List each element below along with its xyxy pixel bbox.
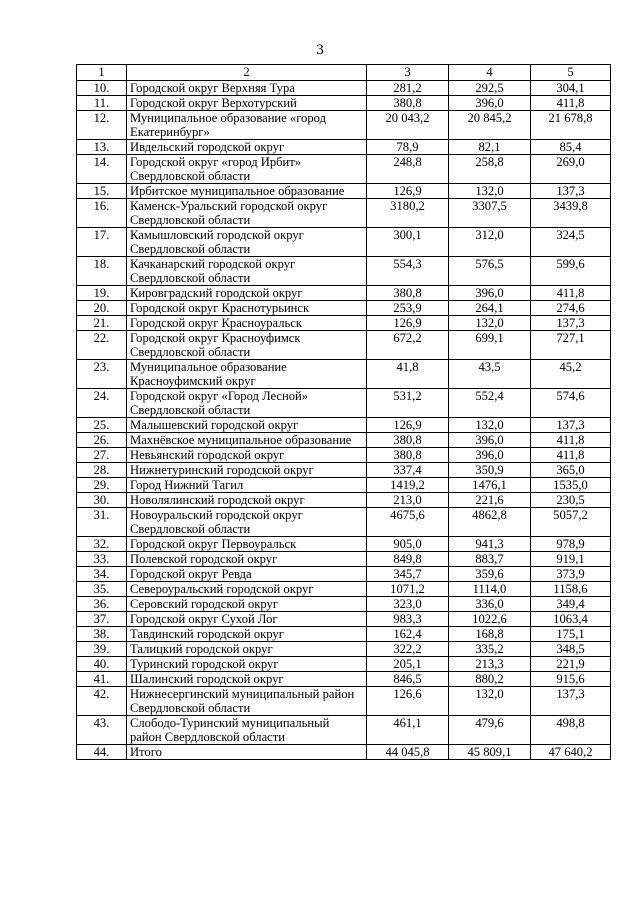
municipality-name-cell: Каменск-Уральский городской округ Свердловской области: [127, 199, 367, 228]
table-row: [77, 360, 611, 389]
table-row: [77, 228, 611, 257]
value-col3-cell: 323,0: [367, 597, 449, 612]
row-number-cell: 42.: [77, 687, 127, 716]
value-col5-cell: 269,0: [531, 155, 611, 184]
value-col5-cell: 411,8: [531, 286, 611, 301]
value-col5-cell: 3439,8: [531, 199, 611, 228]
municipality-name-cell: Городской округ Красноуральск: [127, 316, 367, 331]
table-row: [77, 199, 611, 228]
column-header-3: 3: [367, 65, 449, 81]
value-col5-cell: 230,5: [531, 493, 611, 508]
municipality-name-cell: Невьянский городской округ: [127, 448, 367, 463]
table-row: [77, 582, 611, 597]
value-col5-cell: 324,5: [531, 228, 611, 257]
value-col5-cell: 1535,0: [531, 478, 611, 493]
value-col5-cell: 137,3: [531, 418, 611, 433]
value-col3-cell: 126,9: [367, 184, 449, 199]
value-col3-cell: 126,9: [367, 316, 449, 331]
municipality-name-cell: Малышевский городской округ: [127, 418, 367, 433]
table-row: [77, 155, 611, 184]
value-col4-cell: 396,0: [449, 96, 531, 111]
municipality-name-cell: Слободо-Туринский муниципальный район Свердловской области: [127, 716, 367, 745]
table-row: [77, 111, 611, 140]
table-row: [77, 81, 611, 96]
column-header-4: 4: [449, 65, 531, 81]
municipality-name-cell: Махнёвское муниципальное образование: [127, 433, 367, 448]
row-number-cell: 12.: [77, 111, 127, 140]
municipality-name-cell: Городской округ «город Ирбит» Свердловской области: [127, 155, 367, 184]
municipality-name-cell: Североуральский городской округ: [127, 582, 367, 597]
value-col3-cell: 281,2: [367, 81, 449, 96]
value-col4-cell: 168,8: [449, 627, 531, 642]
value-col4-cell: 396,0: [449, 448, 531, 463]
municipality-name-cell: Итого: [127, 745, 367, 760]
value-col5-cell: 348,5: [531, 642, 611, 657]
table-row: [77, 657, 611, 672]
value-col4-cell: 396,0: [449, 433, 531, 448]
value-col3-cell: 1071,2: [367, 582, 449, 597]
table-row: [77, 627, 611, 642]
value-col3-cell: 531,2: [367, 389, 449, 418]
value-col3-cell: 300,1: [367, 228, 449, 257]
value-col4-cell: 1114,0: [449, 582, 531, 597]
value-col5-cell: 373,9: [531, 567, 611, 582]
value-col4-cell: 132,0: [449, 687, 531, 716]
value-col4-cell: 552,4: [449, 389, 531, 418]
municipality-name-cell: Серовский городской округ: [127, 597, 367, 612]
column-header-1: 1: [77, 65, 127, 81]
value-col4-cell: 292,5: [449, 81, 531, 96]
value-col3-cell: 380,8: [367, 433, 449, 448]
value-col3-cell: 41,8: [367, 360, 449, 389]
value-col4-cell: 880,2: [449, 672, 531, 687]
municipality-name-cell: Полевской городской округ: [127, 552, 367, 567]
table-row: [77, 433, 611, 448]
table-row: [77, 389, 611, 418]
municipality-name-cell: Городской округ Верхняя Тура: [127, 81, 367, 96]
municipality-name-cell: Городской округ Первоуральск: [127, 537, 367, 552]
table-row: [77, 642, 611, 657]
value-col5-cell: 1063,4: [531, 612, 611, 627]
column-header-2: 2: [127, 65, 367, 81]
table-row: [77, 184, 611, 199]
municipality-name-cell: Камышловский городской округ Свердловской области: [127, 228, 367, 257]
value-col5-cell: 137,3: [531, 184, 611, 199]
value-col4-cell: 699,1: [449, 331, 531, 360]
value-col5-cell: 137,3: [531, 316, 611, 331]
row-number-cell: 11.: [77, 96, 127, 111]
municipality-name-cell: Кировградский городской округ: [127, 286, 367, 301]
value-col3-cell: 849,8: [367, 552, 449, 567]
value-col4-cell: 264,1: [449, 301, 531, 316]
row-number-cell: 44.: [77, 745, 127, 760]
value-col3-cell: 983,3: [367, 612, 449, 627]
row-number-cell: 17.: [77, 228, 127, 257]
table-row: [77, 96, 611, 111]
row-number-cell: 38.: [77, 627, 127, 642]
table-row: [77, 140, 611, 155]
value-col5-cell: 47 640,2: [531, 745, 611, 760]
value-col5-cell: 915,6: [531, 672, 611, 687]
value-col5-cell: 599,6: [531, 257, 611, 286]
value-col3-cell: 253,9: [367, 301, 449, 316]
value-col5-cell: 978,9: [531, 537, 611, 552]
value-col5-cell: 274,6: [531, 301, 611, 316]
value-col3-cell: 4675,6: [367, 508, 449, 537]
municipality-name-cell: Городской округ Верхотурский: [127, 96, 367, 111]
value-col5-cell: 919,1: [531, 552, 611, 567]
value-col3-cell: 248,8: [367, 155, 449, 184]
value-col5-cell: 175,1: [531, 627, 611, 642]
table-row: [77, 672, 611, 687]
value-col4-cell: 132,0: [449, 316, 531, 331]
value-col3-cell: 554,3: [367, 257, 449, 286]
table-row: [77, 448, 611, 463]
value-col4-cell: 43,5: [449, 360, 531, 389]
row-number-cell: 29.: [77, 478, 127, 493]
value-col4-cell: 258,8: [449, 155, 531, 184]
row-number-cell: 19.: [77, 286, 127, 301]
value-col3-cell: 322,2: [367, 642, 449, 657]
header-row: [77, 65, 611, 81]
row-number-cell: 25.: [77, 418, 127, 433]
municipality-name-cell: Ирбитское муниципальное образование: [127, 184, 367, 199]
value-col4-cell: 213,3: [449, 657, 531, 672]
value-col4-cell: 3307,5: [449, 199, 531, 228]
row-number-cell: 37.: [77, 612, 127, 627]
value-col4-cell: 359,6: [449, 567, 531, 582]
value-col4-cell: 221,6: [449, 493, 531, 508]
budget-table: [76, 64, 611, 760]
table-row: [77, 552, 611, 567]
municipality-name-cell: Муниципальное образование «город Екатеринбург»: [127, 111, 367, 140]
page-number: 3: [316, 42, 324, 58]
municipality-name-cell: Новолялинский городской округ: [127, 493, 367, 508]
row-number-cell: 15.: [77, 184, 127, 199]
row-number-cell: 39.: [77, 642, 127, 657]
value-col5-cell: 727,1: [531, 331, 611, 360]
value-col5-cell: 221,9: [531, 657, 611, 672]
value-col5-cell: 45,2: [531, 360, 611, 389]
value-col4-cell: 312,0: [449, 228, 531, 257]
table-row: [77, 316, 611, 331]
value-col4-cell: 335,2: [449, 642, 531, 657]
value-col3-cell: 20 043,2: [367, 111, 449, 140]
row-number-cell: 32.: [77, 537, 127, 552]
row-number-cell: 26.: [77, 433, 127, 448]
municipality-name-cell: Городской округ Краснотурьинск: [127, 301, 367, 316]
value-col4-cell: 82,1: [449, 140, 531, 155]
table-header: [77, 65, 611, 81]
value-col3-cell: 345,7: [367, 567, 449, 582]
row-number-cell: 20.: [77, 301, 127, 316]
value-col4-cell: 4862,8: [449, 508, 531, 537]
value-col3-cell: 380,8: [367, 96, 449, 111]
table-row: [77, 537, 611, 552]
value-col3-cell: 380,8: [367, 448, 449, 463]
table-row: [77, 508, 611, 537]
row-number-cell: 41.: [77, 672, 127, 687]
table-row: [77, 687, 611, 716]
value-col5-cell: 411,8: [531, 96, 611, 111]
value-col3-cell: 126,6: [367, 687, 449, 716]
row-number-cell: 30.: [77, 493, 127, 508]
table-row: [77, 493, 611, 508]
value-col4-cell: 941,3: [449, 537, 531, 552]
table-row: [77, 612, 611, 627]
value-col3-cell: 380,8: [367, 286, 449, 301]
row-number-cell: 24.: [77, 389, 127, 418]
value-col3-cell: 461,1: [367, 716, 449, 745]
value-col4-cell: 20 845,2: [449, 111, 531, 140]
row-number-cell: 21.: [77, 316, 127, 331]
row-number-cell: 43.: [77, 716, 127, 745]
municipality-name-cell: Нижнетуринский городской округ: [127, 463, 367, 478]
row-number-cell: 18.: [77, 257, 127, 286]
value-col5-cell: 1158,6: [531, 582, 611, 597]
row-number-cell: 31.: [77, 508, 127, 537]
value-col5-cell: 349,4: [531, 597, 611, 612]
row-number-cell: 27.: [77, 448, 127, 463]
municipality-name-cell: Город Нижний Тагил: [127, 478, 367, 493]
row-number-cell: 33.: [77, 552, 127, 567]
row-number-cell: 28.: [77, 463, 127, 478]
municipality-name-cell: Ивдельский городской округ: [127, 140, 367, 155]
value-col3-cell: 672,2: [367, 331, 449, 360]
value-col5-cell: 304,1: [531, 81, 611, 96]
value-col4-cell: 132,0: [449, 418, 531, 433]
value-col4-cell: 396,0: [449, 286, 531, 301]
table-row: [77, 301, 611, 316]
row-number-cell: 34.: [77, 567, 127, 582]
row-number-cell: 16.: [77, 199, 127, 228]
value-col3-cell: 126,9: [367, 418, 449, 433]
value-col4-cell: 883,7: [449, 552, 531, 567]
value-col4-cell: 1476,1: [449, 478, 531, 493]
value-col3-cell: 905,0: [367, 537, 449, 552]
municipality-name-cell: Городской округ Ревда: [127, 567, 367, 582]
municipality-name-cell: Туринский городской округ: [127, 657, 367, 672]
value-col3-cell: 78,9: [367, 140, 449, 155]
row-number-cell: 13.: [77, 140, 127, 155]
table-row: [77, 418, 611, 433]
municipality-name-cell: Талицкий городской округ: [127, 642, 367, 657]
value-col4-cell: 1022,6: [449, 612, 531, 627]
table-row: [77, 567, 611, 582]
value-col4-cell: 350,9: [449, 463, 531, 478]
value-col3-cell: 337,4: [367, 463, 449, 478]
municipality-name-cell: Городской округ Красноуфимск Свердловской области: [127, 331, 367, 360]
row-number-cell: 40.: [77, 657, 127, 672]
value-col5-cell: 137,3: [531, 687, 611, 716]
table-row: [77, 331, 611, 360]
table-row: [77, 478, 611, 493]
municipality-name-cell: Нижнесергинский муниципальный район Свердловской области: [127, 687, 367, 716]
table-row: [77, 257, 611, 286]
value-col5-cell: 574,6: [531, 389, 611, 418]
municipality-name-cell: Качканарский городской округ Свердловской области: [127, 257, 367, 286]
row-number-cell: 14.: [77, 155, 127, 184]
value-col5-cell: 411,8: [531, 448, 611, 463]
value-col4-cell: 132,0: [449, 184, 531, 199]
municipality-name-cell: Муниципальное образование Красноуфимский округ: [127, 360, 367, 389]
table-row: [77, 597, 611, 612]
value-col5-cell: 85,4: [531, 140, 611, 155]
row-number-cell: 36.: [77, 597, 127, 612]
table-row: [77, 745, 611, 760]
row-number-cell: 10.: [77, 81, 127, 96]
value-col4-cell: 45 809,1: [449, 745, 531, 760]
value-col5-cell: 498,8: [531, 716, 611, 745]
table-body: [77, 81, 611, 760]
municipality-name-cell: Шалинский городской округ: [127, 672, 367, 687]
row-number-cell: 22.: [77, 331, 127, 360]
value-col3-cell: 162,4: [367, 627, 449, 642]
column-header-5: 5: [531, 65, 611, 81]
value-col3-cell: 213,0: [367, 493, 449, 508]
value-col4-cell: 336,0: [449, 597, 531, 612]
value-col3-cell: 1419,2: [367, 478, 449, 493]
row-number-cell: 35.: [77, 582, 127, 597]
value-col5-cell: 411,8: [531, 433, 611, 448]
value-col3-cell: 3180,2: [367, 199, 449, 228]
value-col3-cell: 205,1: [367, 657, 449, 672]
value-col3-cell: 44 045,8: [367, 745, 449, 760]
table-row: [77, 286, 611, 301]
municipality-name-cell: Новоуральский городской округ Свердловской области: [127, 508, 367, 537]
municipality-name-cell: Тавдинский городской округ: [127, 627, 367, 642]
value-col5-cell: 5057,2: [531, 508, 611, 537]
value-col3-cell: 846,5: [367, 672, 449, 687]
municipality-name-cell: Городской округ Сухой Лог: [127, 612, 367, 627]
value-col5-cell: 21 678,8: [531, 111, 611, 140]
value-col4-cell: 576,5: [449, 257, 531, 286]
table-row: [77, 716, 611, 745]
municipality-name-cell: Городской округ «Город Лесной» Свердловской области: [127, 389, 367, 418]
table-row: [77, 463, 611, 478]
value-col4-cell: 479,6: [449, 716, 531, 745]
value-col5-cell: 365,0: [531, 463, 611, 478]
row-number-cell: 23.: [77, 360, 127, 389]
